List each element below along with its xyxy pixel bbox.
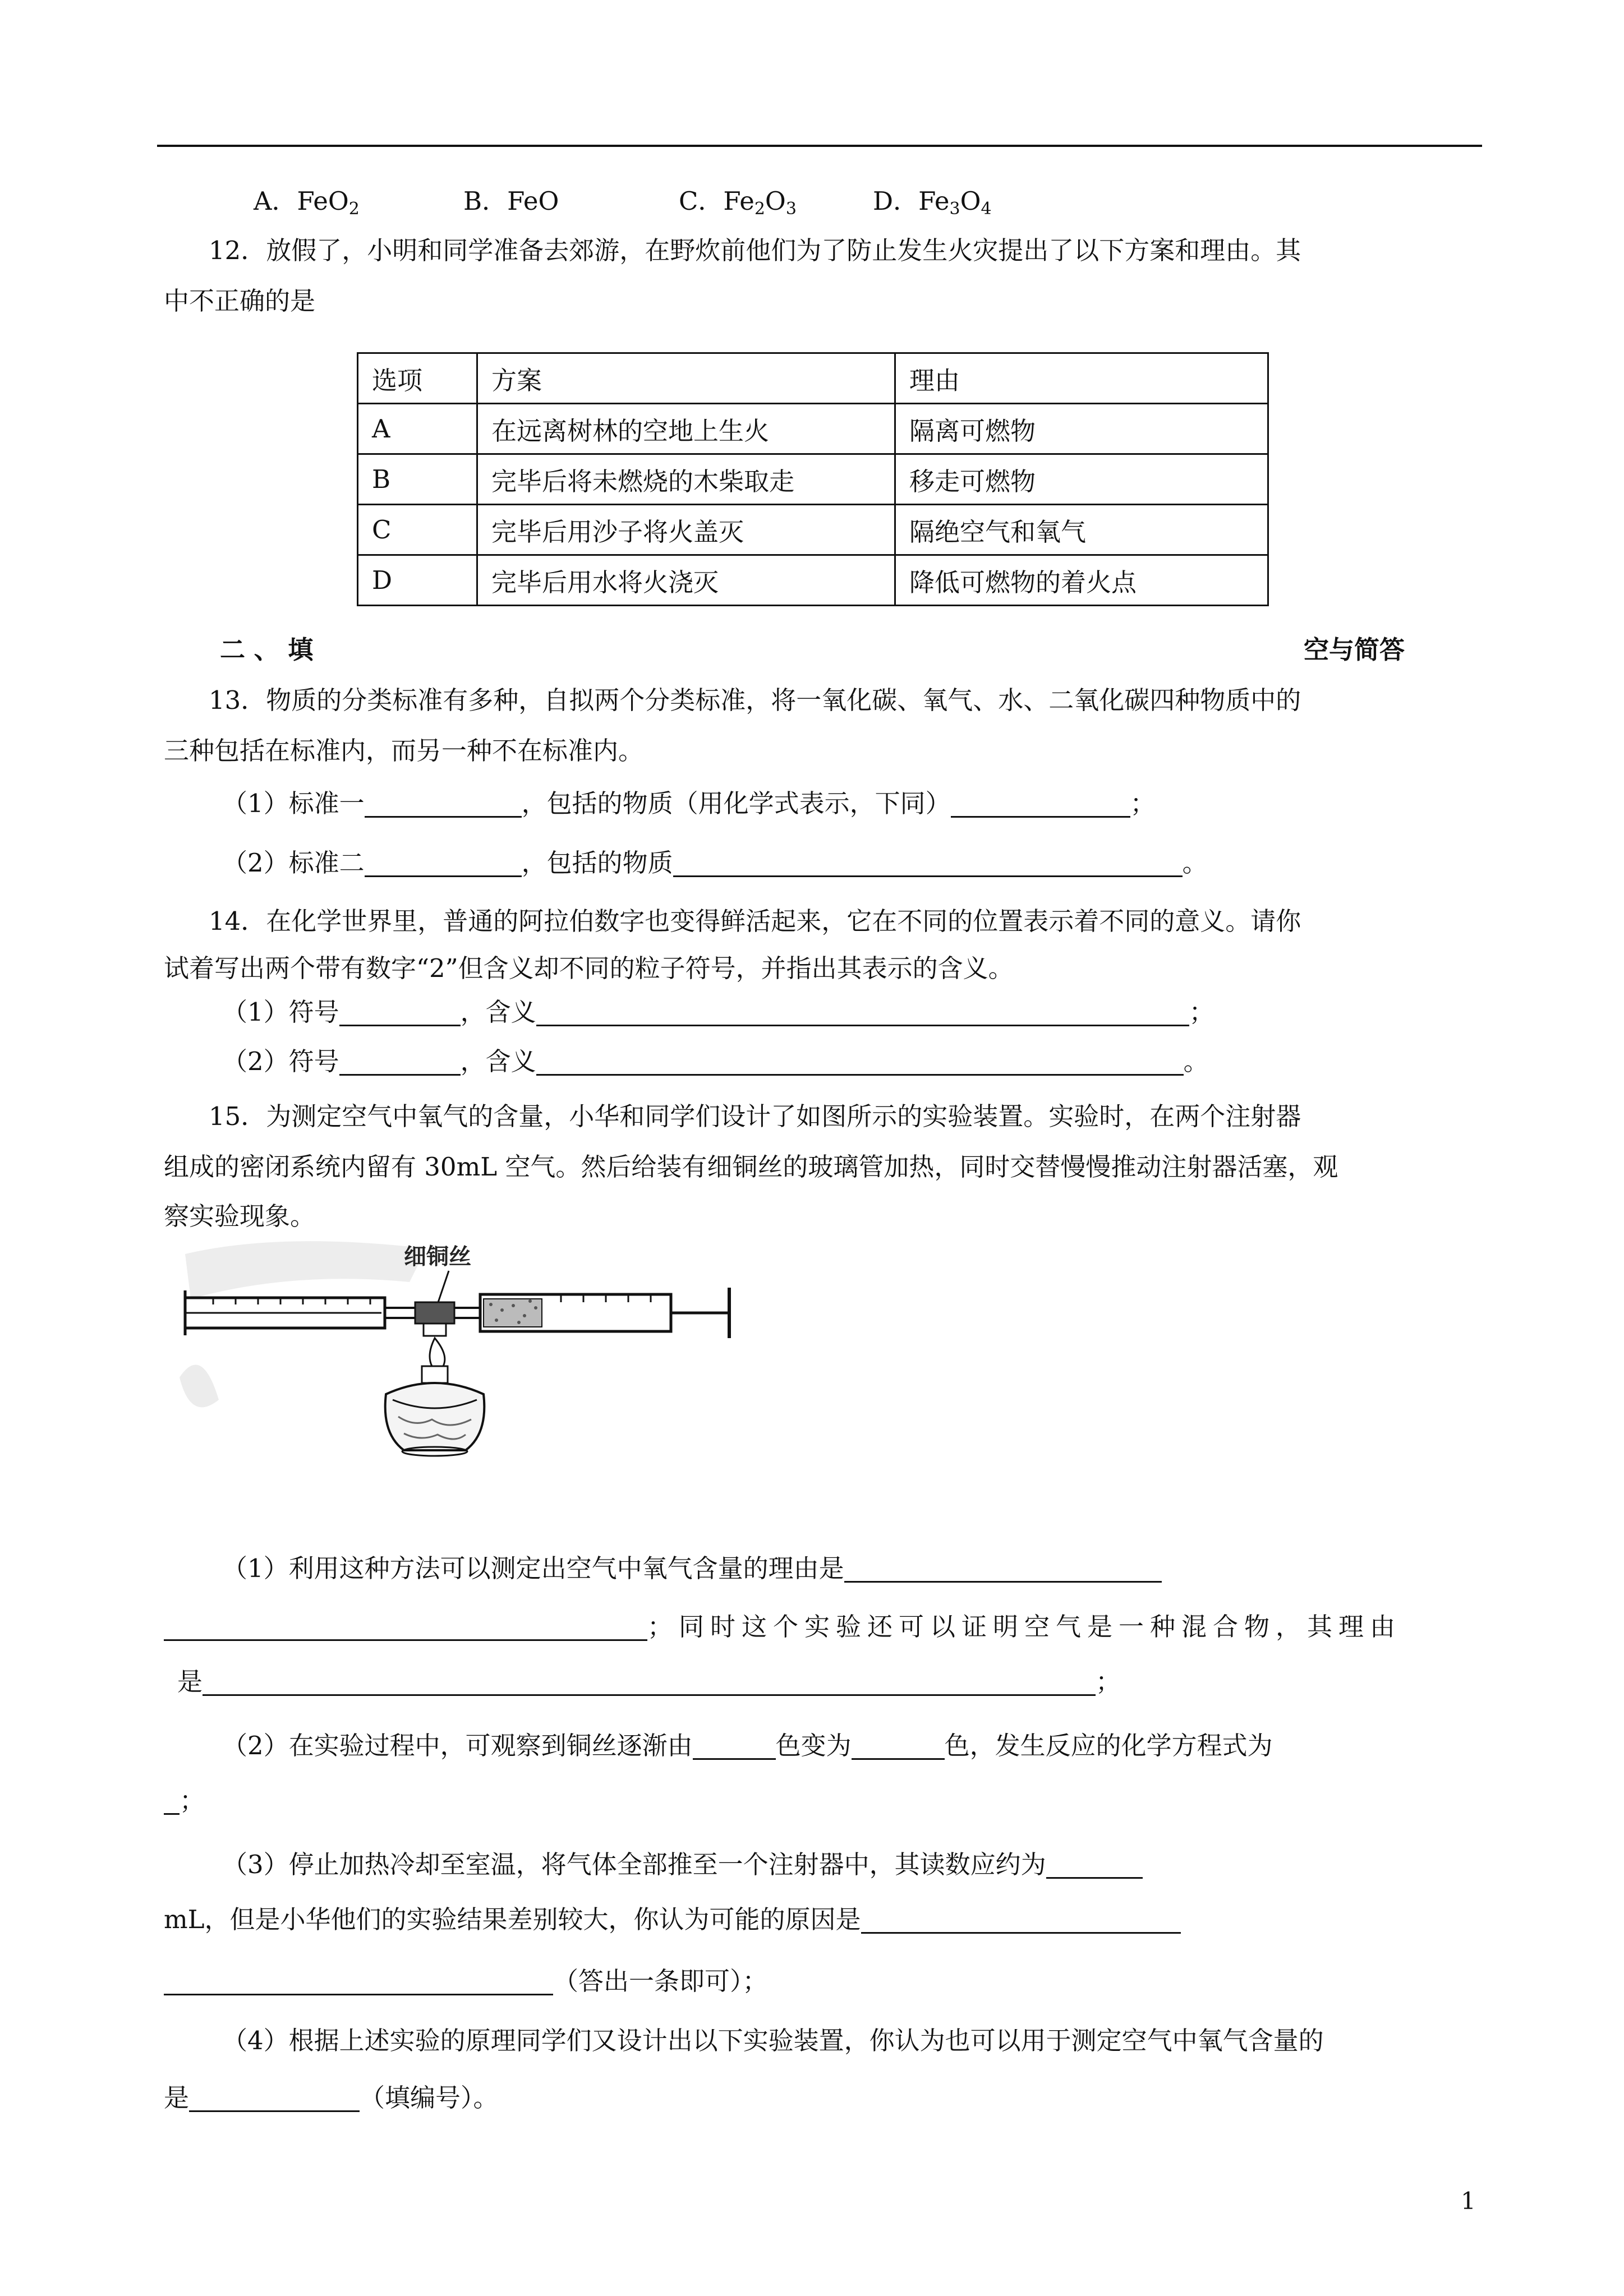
q15-line2: 组成的密闭系统内留有 30mL 空气。然后给装有细铜丝的玻璃管加热，同时交替慢慢推动注射器活塞，观 [164, 1152, 1338, 1182]
table-cell: 完毕后用沙子将火盖灭 [477, 505, 895, 555]
q15-sub1-line2: ；同时这个实验还可以证明空气是一种混合物，其理由 [164, 1614, 1401, 1641]
q13-part2: （2）标准二 ，包括的物质 。 [222, 848, 1208, 878]
q13-line2: 三种包括在标准内，而另一种不在标准内。 [164, 736, 644, 766]
q14-part2: （2）符号 ，含义 。 [222, 1046, 1209, 1076]
answer-blank[interactable] [203, 1670, 1096, 1696]
q15-line3: 察实验现象。 [164, 1201, 316, 1231]
q12-line1: 12．放假了，小明和同学准备去郊游，在野炊前他们为了防止发生火灾提出了以下方案和理由。其 [209, 236, 1301, 265]
table-cell: 隔离可燃物 [895, 404, 1268, 454]
table-header-cell: 方案 [477, 353, 895, 404]
table-cell: B [358, 454, 477, 505]
answer-blank[interactable] [673, 851, 1183, 877]
table-header-cell: 选项 [358, 353, 477, 404]
answer-blank[interactable] [844, 1556, 1162, 1583]
q15-sub2: （2）在实验过程中，可观察到铜丝逐渐由 色变为 色，发生反应的化学方程式为 [222, 1731, 1273, 1760]
answer-blank[interactable] [164, 1788, 180, 1815]
answer-blank[interactable] [189, 2086, 360, 2112]
table-row [358, 505, 1268, 555]
table-row [358, 454, 1268, 505]
q15-sub3-line1: （3）停止加热冷却至室温，将气体全部推至一个注射器中，其读数应约为 [222, 1852, 1143, 1879]
q15-sub1-line1: （1）利用这种方法可以测定出空气中氧气含量的理由是 [222, 1556, 1162, 1583]
table-cell: D [358, 555, 477, 606]
table-row [358, 404, 1268, 454]
answer-blank[interactable] [852, 1733, 945, 1760]
answer-blank[interactable] [693, 1733, 776, 1760]
answer-blank[interactable] [339, 1000, 461, 1026]
page-number: 1 [1461, 2187, 1476, 2215]
q11-option-b: B．FeO [463, 186, 559, 216]
q14-line2: 试着写出两个带有数字“2”但含义却不同的粒子符号，并指出其表示的含义。 [164, 953, 1014, 983]
table-cell: 隔绝空气和氧气 [895, 505, 1268, 555]
section-heading-left: 二 、 填 [220, 635, 314, 665]
q13-line1: 13．物质的分类标准有多种，自拟两个分类标准，将一氧化碳、氧气、水、二氧化碳四种物质中的 [209, 685, 1301, 715]
figure-label-copper-wire: 细铜丝 [404, 1244, 471, 1270]
answer-blank[interactable] [164, 1615, 647, 1641]
table-cell: 移走可燃物 [895, 454, 1268, 505]
table-cell: A [358, 404, 477, 454]
answer-blank[interactable] [365, 851, 522, 877]
answer-blank[interactable] [164, 1969, 553, 1995]
table-cell: 降低可燃物的着火点 [895, 555, 1268, 606]
q13-part1: （1）标准一 ，包括的物质（用化学式表示，下同） ； [222, 789, 1156, 818]
answer-blank[interactable] [536, 1049, 1184, 1076]
table-row [358, 555, 1268, 606]
q15-sub3-line3: （答出一条即可）； [164, 1968, 768, 1995]
q11-option-a: A．FeO$_2$ [254, 186, 360, 219]
answer-blank[interactable] [1046, 1852, 1143, 1879]
table-cell: C [358, 505, 477, 555]
q12-line2: 中不正确的是 [164, 286, 316, 316]
table-header-row [358, 353, 1268, 404]
q15-sub4-line1: （4）根据上述实验的原理同学们又设计出以下实验装置，你认为也可以用于测定空气中氧气含量的 [222, 2026, 1324, 2055]
section-heading-right: 空与简答 [1304, 635, 1405, 665]
q15-line1: 15．为测定空气中氧气的含量，小华和同学们设计了如图所示的实验装置。实验时，在两个注射器 [209, 1101, 1301, 1131]
table-cell: 在远离树林的空地上生火 [477, 404, 895, 454]
table-cell: 完毕后用水将火浇灭 [477, 555, 895, 606]
header-rule [157, 145, 1482, 147]
q15-sub4-line2: 是 （填编号）。 [164, 2083, 499, 2113]
syringe-apparatus-figure [168, 1232, 740, 1490]
answer-blank[interactable] [365, 791, 522, 818]
answer-blank[interactable] [951, 791, 1130, 818]
q14-part1: （1）符号 ，含义 ； [222, 997, 1214, 1027]
q15-sub3-line2: mL，但是小华他们的实验结果差别较大，你认为可能的原因是 [164, 1907, 1181, 1934]
q14-line1: 14．在化学世界里，普通的阿拉伯数字也变得鲜活起来，它在不同的位置表示着不同的意义。请你 [209, 906, 1301, 936]
answer-blank[interactable] [339, 1049, 461, 1076]
answer-blank[interactable] [861, 1907, 1181, 1934]
q11-option-d: D．$Fe_3O_4$ [873, 186, 992, 219]
table-cell: 完毕后将未燃烧的木柴取走 [477, 454, 895, 505]
q12-options-table [357, 352, 1269, 606]
answer-blank[interactable] [536, 1000, 1189, 1026]
q11-option-c: C．$Fe_2O_3$ [679, 186, 797, 219]
q15-sub1-line3: 是 ； [177, 1667, 1121, 1696]
table-header-cell: 理由 [895, 353, 1268, 404]
q15-sub2-line2: ； [164, 1788, 205, 1815]
